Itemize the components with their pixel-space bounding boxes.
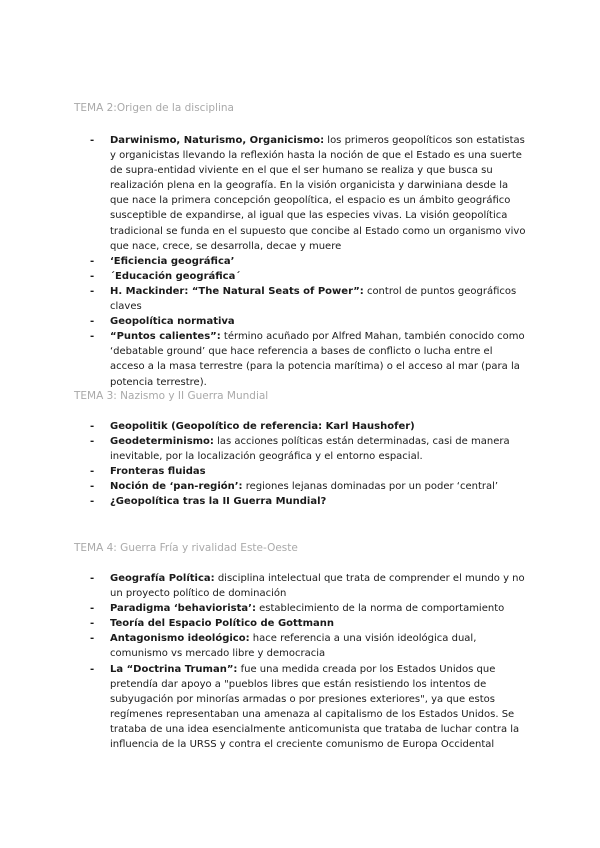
list-item xyxy=(0,631,528,661)
list-item xyxy=(0,494,528,509)
item-description: las acciones políticas están determinadas, casi de manera inevitable, por la localización geográfica y el entorno espacial. xyxy=(110,436,510,463)
list-item xyxy=(0,133,528,254)
item-term: Geografía Política: xyxy=(110,573,215,584)
bullet-dash: - xyxy=(90,466,95,478)
bullet-dash: - xyxy=(90,496,95,508)
item-term: ¿Geopolítica tras la II Guerra Mundial? xyxy=(110,496,327,508)
list-item xyxy=(0,464,528,479)
list-item xyxy=(0,616,528,631)
item-description: fue una medida creada por los Estados Unidos que pretendía dar apoyo a "pueblos libres que están resistiendo los intentos de subyugación por minorías armadas o por presiones exteriores", ya que estos regímenes representaban una amenaza al capitalismo de los Estados Unidos. Se trataba de una idea esencialmente anticomunista que trataba de luchar contra la influencia de la URSS y contra el creciente comunismo de Europa Occidental xyxy=(110,663,520,751)
bullet-dash: - xyxy=(90,135,95,146)
item-term: Darwinismo, Naturismo, Organicismo: xyxy=(110,135,325,146)
bullet-dash: - xyxy=(90,436,95,448)
item-term: ‘Eficiencia geográfica’ xyxy=(110,255,235,267)
bullet-dash: - xyxy=(90,663,95,675)
list-item xyxy=(0,284,528,314)
section-heading-tema-4: TEMA 4: Guerra Fría y rivalidad Este-Oeste xyxy=(74,542,298,554)
bullet-dash: - xyxy=(90,331,95,343)
item-term: Teoría del Espacio Político de Gottmann xyxy=(110,618,334,630)
item-term: Geopolitik (Geopolítico de referencia: Karl Haushofer) xyxy=(110,421,415,432)
item-term: Paradigma ‘behaviorista’: xyxy=(110,603,256,615)
list-item xyxy=(0,434,528,464)
bullet-dash: - xyxy=(90,618,95,630)
list-item xyxy=(0,329,528,389)
bullet-dash: - xyxy=(90,573,95,584)
item-description: los primeros geopolíticos son estatistas y organicistas llevando la reflexión hasta la noción de que el Estado es una suerte de supra-entidad viviente en el que el ser humano se realiza y que busca su realización plena en la geografía. En la visión organicista y darwiniana desde la que nace la primera concepción geopolítica, el espacio es un ámbito geográfico susceptible de expandirse, al igual que las especies vivas. La visión geopolítica tradicional se funda en el supuesto que concibe al Estado como un organismo vivo que nace, crece, se desarrolla, decae y muere xyxy=(110,135,526,252)
section-heading-tema-2: TEMA 2:Origen de la disciplina xyxy=(74,102,234,114)
item-description: hace referencia a una visión ideológica dual, comunismo vs mercado libre y democracia xyxy=(110,633,477,660)
section-list-tema-4 xyxy=(0,571,528,752)
bullet-dash: - xyxy=(90,316,95,328)
item-term: Geodeterminismo: xyxy=(110,436,214,448)
bullet-dash: - xyxy=(90,285,95,297)
bullet-dash: - xyxy=(90,421,95,432)
list-item xyxy=(0,662,528,753)
item-term: Antagonismo ideológico: xyxy=(110,633,250,645)
list-item xyxy=(0,314,528,329)
item-term: ´Educación geográfica´ xyxy=(110,270,241,282)
bullet-dash: - xyxy=(90,270,95,282)
item-term: H. Mackinder: “The Natural Seats of Power”: xyxy=(110,285,364,297)
list-item xyxy=(0,479,528,494)
item-description: disciplina intelectual que trata de comprender el mundo y no un proyecto político de dominación xyxy=(110,573,525,600)
bullet-dash: - xyxy=(90,603,95,615)
section-list-tema-3 xyxy=(0,419,528,510)
item-description: término acuñado por Alfred Mahan, también conocido como ‘debatable ground’ que hace referencia a bases de conflicto o lucha entre el acceso a la masa terrestre (para la potencia marítima) o el acceso al mar (para la potencia terrestre). xyxy=(110,331,525,388)
item-term: “Puntos calientes”: xyxy=(110,331,221,343)
list-item xyxy=(0,571,528,601)
section-list-tema-2 xyxy=(0,133,528,390)
bullet-dash: - xyxy=(90,255,95,267)
list-item xyxy=(0,419,528,434)
item-term: La “Doctrina Truman”: xyxy=(110,663,238,675)
item-description: establecimiento de la norma de comportamiento xyxy=(255,603,505,615)
list-item xyxy=(0,601,528,616)
item-term: Fronteras fluidas xyxy=(110,466,206,478)
item-description: control de puntos geográficos claves xyxy=(110,285,517,313)
item-description: regiones lejanas dominadas por un poder ‘central’ xyxy=(242,481,499,493)
bullet-dash: - xyxy=(90,633,95,645)
list-item xyxy=(0,269,528,284)
item-term: Noción de ‘pan-región’: xyxy=(110,481,243,493)
bullet-dash: - xyxy=(90,481,95,493)
section-heading-tema-3: TEMA 3: Nazismo y II Guerra Mundial xyxy=(74,390,269,402)
item-term: Geopolítica normativa xyxy=(110,316,235,328)
list-item xyxy=(0,254,528,269)
